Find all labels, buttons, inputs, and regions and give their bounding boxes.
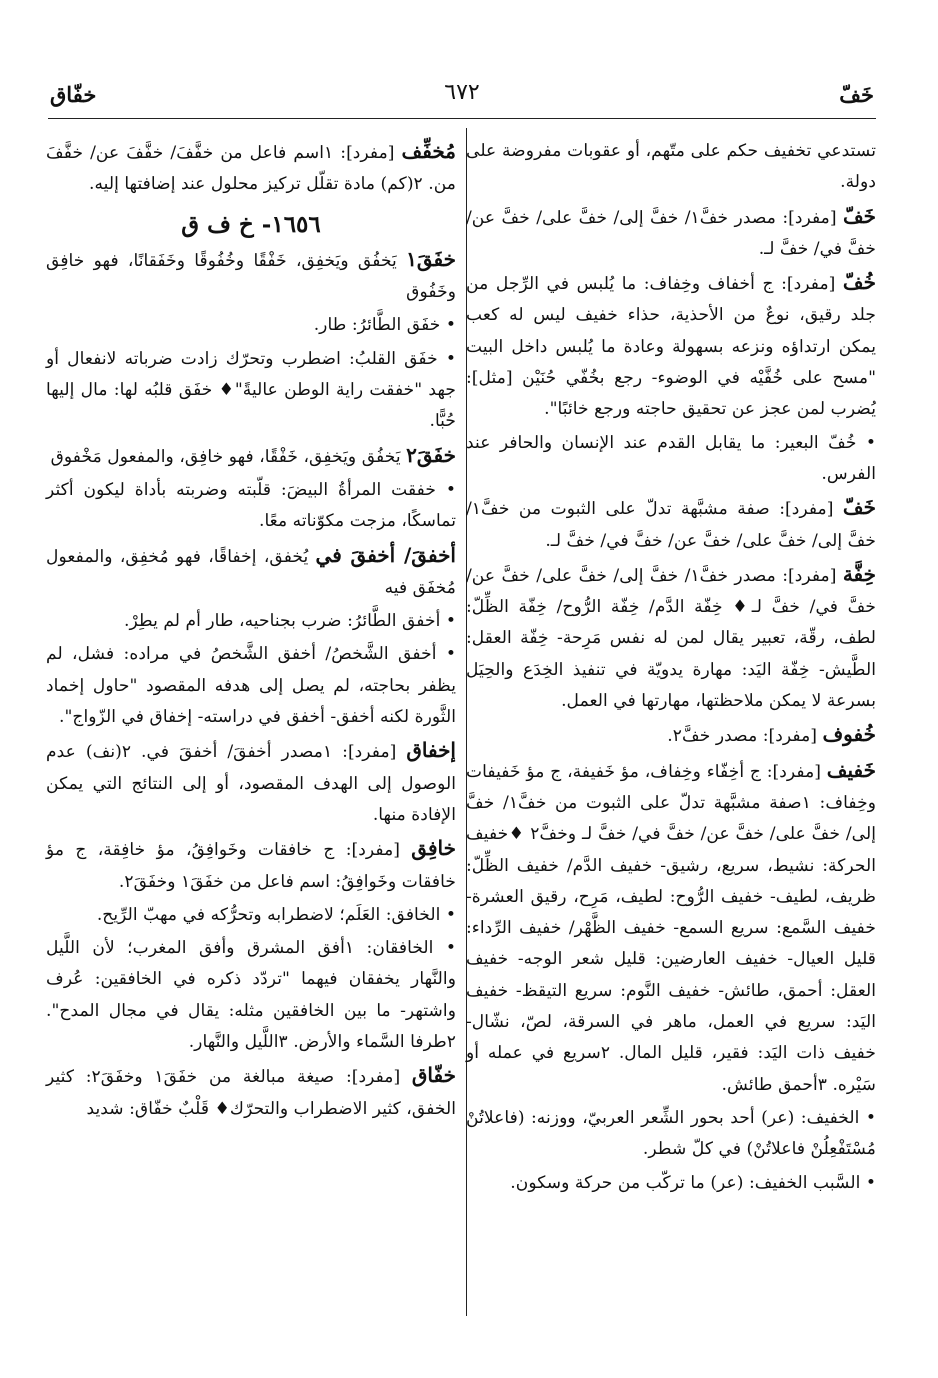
section-heading: ١٦٥٦- خ ف ق — [181, 210, 321, 238]
dictionary-entry — [466, 559, 876, 717]
entry-headword: خُفوف — [822, 722, 876, 747]
entry-definition: • خفَق القلبُ: اضطرب وتحرّك زادت ضرباته لانفعال أو جهد "خفقت راية الوطن عاليةً"♦ خفَق قلبُه لها: مال إليها حُبًّا. — [46, 348, 456, 432]
entry-definition: • خفقت المرأةُ البيضَ: قلّبته وضربته بأداة ليكون أكثر تماسكًا، مزجت مكوّناته معًا. — [46, 479, 456, 532]
entry-headword: خفَقَ٢ — [406, 442, 456, 467]
dictionary-entry — [46, 1060, 456, 1125]
dictionary-entry — [46, 475, 456, 538]
right-column — [466, 136, 876, 1201]
entry-definition: تستدعي تخفيف حكم على متّهم، أو عقوبات مفروضة على دولة. — [466, 141, 876, 193]
entry-headword: خَفّ — [842, 203, 877, 228]
dictionary-entry — [46, 833, 456, 898]
entry-definition: • الخفيف: (عر) أحد بحور الشِّعر العربيّ، ووزنه: (فاعلاتُنْ مُسْتَفْعِلُنْ فاعلاتُنْ) في كلّ شطر. — [466, 1107, 876, 1160]
dictionary-entry — [46, 244, 456, 309]
entry-headword: خَفيف — [826, 757, 876, 782]
entry-definition: • خفَق الطَّائرُ: طار. — [313, 315, 456, 336]
entry-definition: • السَّبب الخفيف: (عر) ما تركّب من حركة وسكون. — [510, 1172, 876, 1193]
entry-definition: [مفرد]: صفة مشبَّهة تدلّ على الثبوت من خفَّ١/ خفَّ إلى/ خفَّ على/ خفَّ عن/ خفَّ في/ خفَّ لـ. — [466, 499, 876, 551]
entry-definition: • أخفق الطَّائرُ: ضرب بجناحيه، طار أم لم يطِرْ. — [124, 611, 456, 632]
entry-definition: يُخفق، إخفاقًا، فهو مُخفِق، والمفعول مُخفَق فيه — [46, 546, 456, 598]
dictionary-entry — [46, 606, 456, 637]
dictionary-entry — [46, 440, 456, 473]
entry-definition: [مفرد]: ج أخفاف وخِفاف: ما يُلبس في الرِّجل من جلد رقيق، نوعٌ من الأحذية، حذاء خفيف ليس له كعب يمكن ارتداؤه ونزعه بسهولة وعادة ما يُلبس داخل البيت "مسح على خُفَّيْه في الوضوء- رجع بخُفّي حُنَيْن [مثل]: يُضرب لمن عجز عن تحقيق حاجته ورجع خائبًا". — [466, 274, 876, 420]
entry-headword: خُفّ — [842, 270, 876, 295]
entry-definition: [مفرد]: صيغة مبالغة من خفَقَ١ وخفَقَ٢: كثير الخفق، كثير الاضطراب والتحرّك♦ قَلْبٌ خفّاق: شديد — [46, 1067, 456, 1119]
entry-definition: • الخافقان: ١أفق المشرق وأفق المغرب؛ لأن اللَّيل والنَّهار يخفقان فيهما "تردّد ذكره في الخافقين: عُرف واشتهر- ما بين الخافقين مثله: يقال في مجال المدح". ٢طرفا السَّماء والأرض. ٣اللَّيل والنَّهار. — [46, 938, 456, 1053]
entry-definition: [مفرد]: ١مصدر أخفقَ/ أخفقَ في. ٢(نف) عدم الوصول إلى الهدف المقصود، أو إلى النتائج التي يمكن الإفادة منها. — [46, 742, 456, 825]
left-column — [46, 136, 456, 1127]
entry-headword: خفَقَ١ — [406, 246, 456, 271]
entry-definition: [مفرد]: مصدر خفَّ١/ خفَّ إلى/ خفَّ على/ خفَّ عن/ خفَّ في/ خفَّ لـ. — [466, 207, 876, 259]
entry-headword: خفّاق — [411, 1063, 456, 1088]
dictionary-entry — [466, 201, 876, 266]
entry-definition: [مفرد]: مصدر خفَّ٢. — [667, 726, 823, 747]
entry-definition: [مفرد]: ج خافقات وخَوافِقُ، مؤ خافِقة، ج مؤ خافقات وخَوافِقُ: اسم فاعل من خفَقَ١ وخفَقَ٢. — [46, 840, 456, 892]
dictionary-entry — [466, 719, 876, 752]
dictionary-entry — [46, 540, 456, 605]
dictionary-entry — [46, 933, 456, 1058]
entry-headword: خَفّ — [842, 495, 876, 520]
dictionary-entry — [466, 267, 876, 425]
entry-headword: أخفقَ/ أخفقَ في — [315, 542, 456, 567]
dictionary-entry — [466, 428, 876, 491]
dictionary-entry — [466, 1103, 876, 1166]
dictionary-entry — [466, 492, 876, 557]
entry-headword: إخفاق — [406, 738, 456, 763]
dictionary-entry — [46, 639, 456, 733]
header-right-word: خَفّ — [839, 82, 874, 107]
entry-headword: خِفَّة — [842, 561, 877, 586]
entry-definition: [مفرد]: ١اسم فاعل من خفَّفَ/ خفَّفَ عن/ خفَّفَ من. ٢(كم) مادة تقلّل تركيز محلول عند إضافتها إليه. — [46, 143, 456, 195]
entry-definition: يَخفُق ويَخفِق، خَفْقًا، فهو خافِق، والمفعول مَخْفوق — [50, 446, 407, 467]
header-left-word: خفّاق — [50, 82, 97, 107]
entry-definition: [مفرد]: ج أخِفّاء وخِفاف، مؤ خَفيفة، ج مؤ خَفيفات وخِفاف: ١صفة مشبَّهة تدلّ على الثبوت من خفَّ١/ خفَّ إلى/ خفَّ على/ خفَّ عن/ خفَّ في/ خفَّ لـ وخفَّ٢ ♦خفيف الحركة: نشيط، سريع، رشيق- خفيف الدَّم/ خفيف الظِّلّ: ظريف، لطيف- خفيف الرُّوح: لطيف، مَرِح، رقيق العشرة- خفيف السَّمع: سريع السمع- خفيف الظَّهْر/ خفيف الرِّداء: قليل العيال- خفيف العارضين: قليل شعر الوجه- خفيف العقل: أحمق، طائش- خفيف النَّوم: سريع التيقظ- خفيف اليَد: سريع في العمل، ماهر في السرقة، لصّ، نشّال- خفيف ذات اليَد: فقير، قليل المال. ٢سريع في عمله أو سَيْره. ٣أحمق طائش. — [466, 761, 876, 1095]
dictionary-entry — [466, 136, 876, 199]
entry-definition: • الخافق: العَلَم؛ لاضطرابه وتحرُّكه في مهبّ الرِّيح. — [96, 904, 456, 925]
dictionary-entry — [46, 735, 456, 831]
entry-definition: يَخفُق ويَخفِق، خَفْقًا وخُفُوقًا وخَفَقانًا، فهو خافِق وخَفُوق — [46, 250, 456, 303]
dictionary-entry — [46, 310, 456, 341]
dictionary-entry — [46, 136, 456, 201]
dictionary-entry — [46, 344, 456, 438]
entry-definition: • أخفق الشَّخصُ/ أخفق الشَّخصُ في مراده: فشل، لم يظفر بحاجته، لم يصل إلى هدفه المقصود "حاول إخماد الثَّورة لكنه أخفق- أخفق في دراسته- إخفاق في الزّواج". — [46, 644, 456, 728]
dictionary-entry — [466, 1168, 876, 1199]
entry-headword: خافِق — [411, 836, 456, 861]
page-number: ٦٧٢ — [444, 80, 480, 105]
entry-definition: • خُفّ البعير: ما يقابل القدم عند الإنسان والحافر عند الفرس. — [466, 432, 876, 484]
entry-definition: [مفرد]: مصدر خفَّ١/ خفَّ إلى/ خفَّ على/ خفَّ عن/ خفَّ في/ خفَّ لـ♦ خِفّة الدَّم/ خِفّة الرُّوح/ خِفّة الظِّلّ: لطف، رقّة، تعبير يقال لمن له نفس مَرِحة- خِفّة العقل: الطَّيش- خِفّة اليَد: مهارة يدويّة في تنفيذ الخِدَع والحِيَل بسرعة لا يمكن ملاحظتها، مهارتها في العمل. — [466, 565, 876, 712]
dictionary-entry — [466, 755, 876, 1101]
dictionary-entry — [46, 900, 456, 931]
entry-headword: مُخفِّف — [401, 139, 456, 163]
page-header — [48, 78, 876, 119]
